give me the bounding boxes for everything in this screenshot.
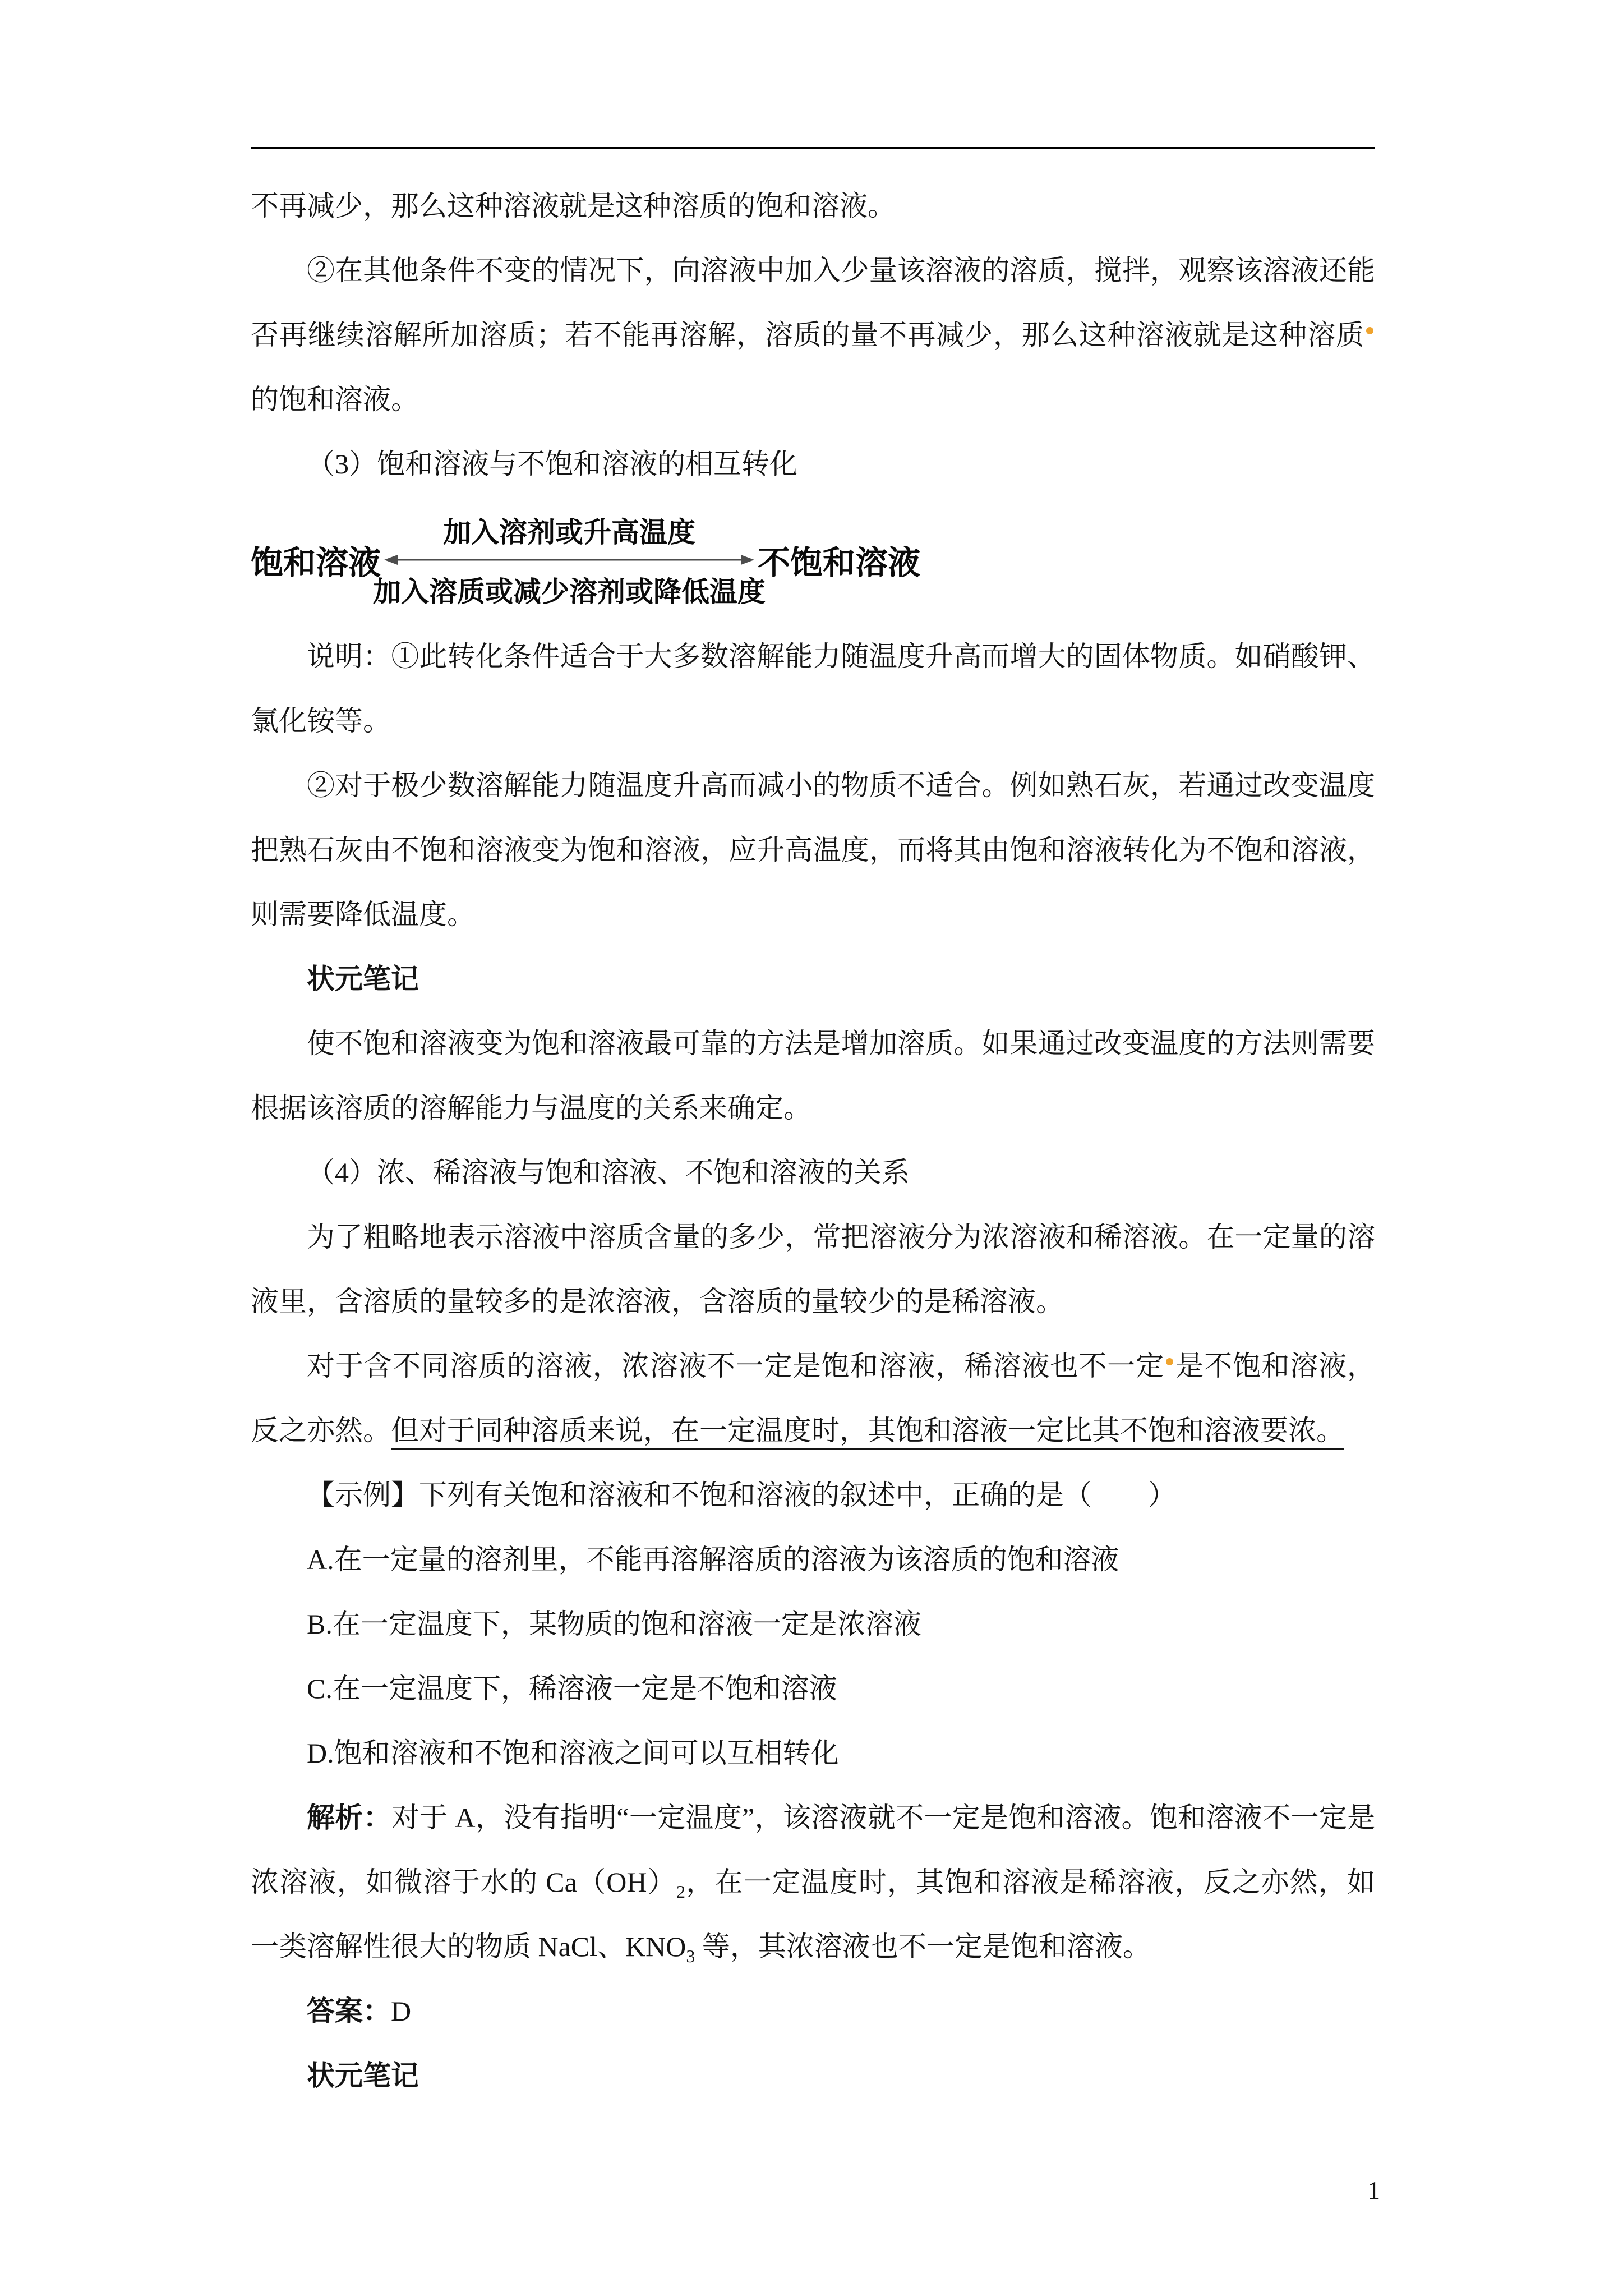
answer-label: 答案： xyxy=(307,1995,391,2027)
option-d xyxy=(251,1721,1375,1786)
paragraph-text: 为了粗略地表示溶液中溶质含量的多少，常把溶液分为浓溶液和稀溶液。在一定量的溶液里，含溶质的量较多的是浓溶液，含溶质的量较少的是稀溶液。 xyxy=(251,1221,1375,1317)
underlined-text: 但对于同种溶质来说，在一定温度时，其饱和溶液一定比其不饱和溶液要浓。 xyxy=(391,1415,1344,1446)
option-a xyxy=(251,1527,1375,1592)
paragraph-continuation xyxy=(251,174,1375,238)
option-b xyxy=(251,1592,1375,1657)
paragraph-concentration xyxy=(251,1205,1375,1334)
arrow-bottom-label: 加入溶质或减少溶剂或降低温度 xyxy=(373,576,766,608)
annotation-dot xyxy=(1166,1358,1173,1365)
heading-text: （3）饱和溶液与不饱和溶液的相互转化 xyxy=(307,448,797,480)
paragraph-text: ②对于极少数溶解能力随温度升高而减小的物质不适合。例如熟石灰，若通过改变温度把熟石灰由不饱和溶液变为饱和溶液，应升高温度，而将其由饱和溶液转化为不饱和溶液，则需要降低温度。 xyxy=(251,770,1375,930)
paragraph-notes-body xyxy=(251,1011,1375,1140)
subscript: 2 xyxy=(676,1881,686,1902)
paragraph-note-1 xyxy=(251,624,1375,753)
heading-text: 状元笔记 xyxy=(307,963,419,995)
paragraph-relation xyxy=(251,1334,1375,1463)
section-heading-3 xyxy=(251,432,1375,496)
option-text: C.在一定温度下，稀溶液一定是不饱和溶液 xyxy=(307,1673,837,1704)
analysis-text: ，在一定温度时，其饱和溶液是稀溶液，反之亦然，如一类溶解性很大的物质 NaCl、KNO xyxy=(251,1866,1376,1962)
paragraph-note-2 xyxy=(251,753,1375,947)
notes-heading-1 xyxy=(251,947,1375,1011)
paragraph-text: 不再减少，那么这种溶液就是这种溶质的饱和溶液。 xyxy=(251,190,896,222)
analysis-label: 解析： xyxy=(307,1802,391,1833)
option-c xyxy=(251,1657,1375,1721)
header-separator-rule xyxy=(251,147,1375,149)
section-heading-4 xyxy=(251,1140,1375,1205)
notes-heading-2 xyxy=(251,2044,1375,2108)
option-text: D.饱和溶液和不饱和溶液之间可以互相转化 xyxy=(307,1737,839,1769)
paragraph-text: 的饱和溶液。 xyxy=(251,384,419,415)
subscript: 3 xyxy=(686,1946,695,1966)
example-question xyxy=(251,1463,1375,1527)
answer-value: D xyxy=(391,1995,412,2027)
paragraph-text: 【示例】下列有关饱和溶液和不饱和溶液的叙述中，正确的是（ ） xyxy=(307,1479,1176,1511)
arrow-top-label: 加入溶剂或升高温度 xyxy=(443,517,696,548)
heading-text: （4）浓、稀溶液与饱和溶液、不饱和溶液的关系 xyxy=(307,1157,910,1188)
conversion-diagram xyxy=(251,510,1375,610)
saturated-solution-term: 饱和溶液 xyxy=(251,545,381,581)
paragraph-method-2 xyxy=(251,238,1375,432)
paragraph-text: 说明：①此转化条件适合于大多数溶解能力随温度升高而增大的固体物质。如硝酸钾、氯化铵等。 xyxy=(251,641,1375,737)
page-number: 1 xyxy=(1367,2176,1380,2205)
answer-paragraph xyxy=(251,1979,1375,2044)
document-body xyxy=(251,174,1375,2108)
analysis-text: 等，其浓溶液也不一定是饱和溶液。 xyxy=(695,1931,1151,1962)
paragraph-text: 是不饱和溶液，反之亦然。 xyxy=(251,1350,1375,1446)
unsaturated-solution-term: 不饱和溶液 xyxy=(758,545,921,581)
option-text: A.在一定量的溶剂里，不能再溶解溶质的溶液为该溶质的饱和溶液 xyxy=(307,1544,1119,1575)
paragraph-text: ②在其他条件不变的情况下，向溶液中加入少量该溶液的溶质，搅拌，观察该溶液还能否再继续溶解所加溶质；若不能再溶解，溶质的量不再减少，那么这种溶液就是这种溶质 xyxy=(251,255,1375,351)
option-text: B.在一定温度下，某物质的饱和溶液一定是浓溶液 xyxy=(307,1608,921,1640)
double-arrow-icon xyxy=(384,553,754,567)
annotation-dot xyxy=(1366,327,1373,334)
analysis-paragraph xyxy=(251,1786,1375,1979)
heading-text: 状元笔记 xyxy=(307,2060,419,2091)
paragraph-text: 使不饱和溶液变为饱和溶液最可靠的方法是增加溶质。如果通过改变温度的方法则需要根据该溶质的溶解能力与温度的关系来确定。 xyxy=(251,1028,1375,1124)
conversion-arrow-group xyxy=(373,510,766,610)
paragraph-text: 对于含不同溶质的溶液，浓溶液不一定是饱和溶液，稀溶液也不一定 xyxy=(307,1350,1165,1382)
analysis-text: 对于 A，没有指明“一定温度”，该溶液就不一定是饱和溶液。饱和溶液不一定是浓溶液，如微溶于水的 Ca（OH） xyxy=(251,1802,1376,1898)
